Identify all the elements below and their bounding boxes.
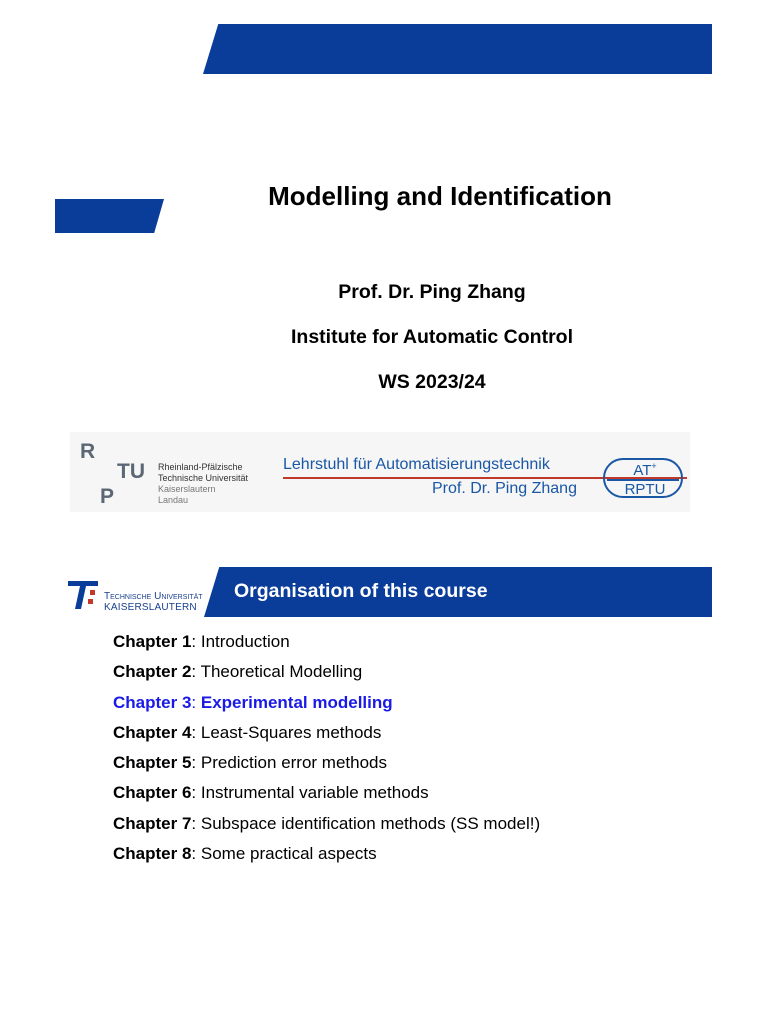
chapter-separator: :: [191, 813, 201, 833]
rptu-line-2: Technische Universität: [158, 473, 249, 483]
chapter-separator: :: [191, 662, 201, 682]
tuk-line-2: KAISERSLAUTERN: [104, 602, 197, 613]
chapter-item-4: [113, 722, 673, 752]
chapter-label: Chapter 4: [113, 722, 192, 742]
tuk-emblem-icon: [64, 575, 102, 613]
rptu-line-4: Landau: [158, 495, 189, 505]
chapter-separator: :: [191, 844, 201, 864]
chair-name: Lehrstuhl für Automatisierungstechnik: [283, 456, 550, 473]
tuk-name: [104, 591, 203, 613]
chapter-title: Theoretical Modelling: [200, 662, 363, 682]
chapter-title: Some practical aspects: [200, 844, 377, 864]
chapter-label: Chapter 6: [113, 783, 192, 803]
tuk-line-1: Technische Universität: [104, 591, 203, 602]
chapter-item-6: [113, 782, 673, 812]
chapter-separator: :: [191, 783, 201, 803]
rptu-text: [158, 462, 248, 506]
author-name: Prof. Dr. Ping Zhang: [338, 281, 526, 303]
institute-name: Institute for Automatic Control: [290, 326, 573, 348]
semester-label: WS 2023/24: [378, 371, 486, 393]
chapter-label: Chapter 2: [113, 662, 192, 682]
chapter-title: Least-Squares methods: [200, 722, 382, 742]
at-badge-bottom: RPTU: [624, 480, 666, 498]
rptu-line-3: Kaiserslautern: [158, 484, 216, 494]
rptu-letter-r: R: [80, 440, 96, 463]
chapter-label: Chapter 1: [113, 632, 192, 651]
chapter-title: Prediction error methods: [200, 753, 388, 773]
rptu-letter-tu: TU: [117, 460, 145, 483]
at-badge-top: AT+: [633, 461, 657, 479]
chapter-separator: :: [191, 692, 201, 712]
chapter-separator: :: [191, 753, 201, 773]
chapter-separator: :: [191, 722, 201, 742]
chair-professor: Prof. Dr. Ping Zhang: [432, 480, 577, 497]
chapter-label: Chapter 8: [113, 844, 192, 864]
document-title: Modelling and Identification: [268, 181, 612, 211]
top-banner-bar: [203, 24, 712, 74]
chapter-title: Instrumental variable methods: [200, 783, 429, 803]
chapter-title: Subspace identification methods (SS model!): [200, 813, 541, 833]
chapter-item-2: [113, 661, 673, 691]
chapter-item-8: [113, 843, 673, 873]
chapter-item-7: [113, 813, 673, 843]
section-title: Organisation of this course: [234, 580, 488, 602]
chapter-label: Chapter 3: [113, 692, 192, 712]
rptu-line-1: Rheinland-Pfälzische: [158, 462, 243, 472]
chapter-item-3-current: [113, 692, 673, 722]
chapter-item-5: [113, 752, 673, 782]
chapter-label: Chapter 5: [113, 753, 192, 773]
rptu-letter-p: P: [100, 485, 115, 508]
chapter-separator: :: [191, 632, 201, 651]
chapter-list: [113, 631, 673, 873]
chapter-item-1: [113, 631, 673, 661]
chapter-label: Chapter 7: [113, 813, 192, 833]
chapter-title: Introduction: [200, 632, 290, 651]
at-rptu-badge: [603, 458, 683, 498]
chapter-title: Experimental modelling: [200, 692, 393, 712]
